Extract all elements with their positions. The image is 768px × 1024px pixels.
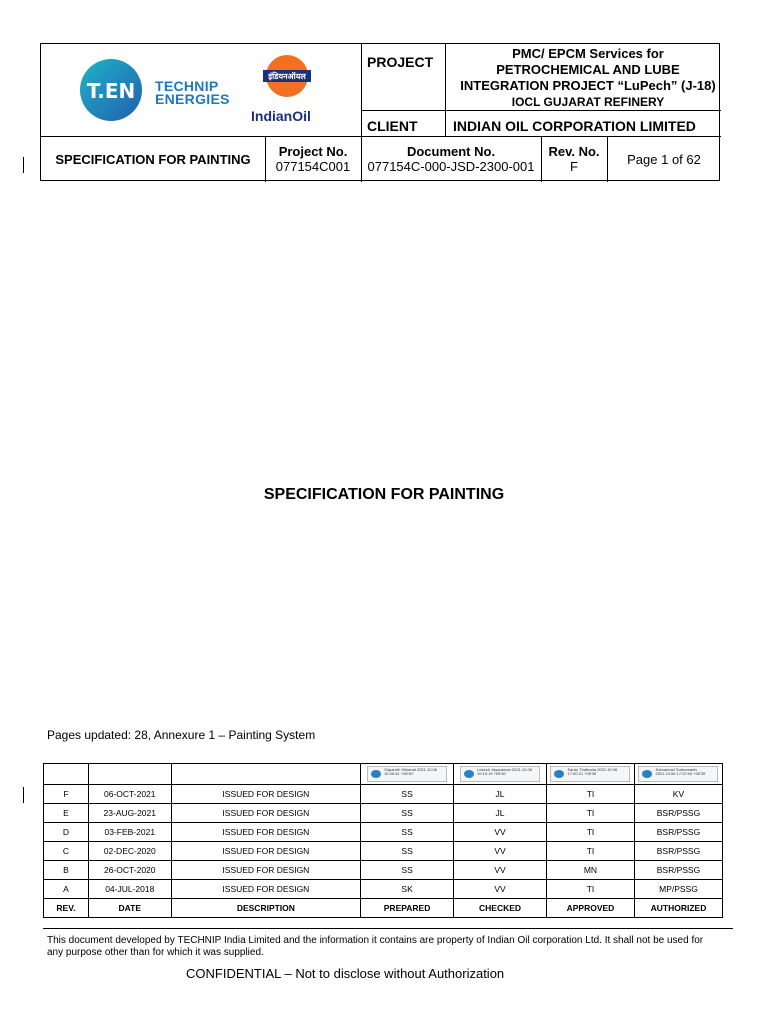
footer-divider: [43, 928, 733, 929]
document-no-label: Document No.: [406, 144, 496, 159]
page-info-cell: [607, 136, 721, 182]
text-cursor: [23, 787, 24, 803]
approved-cell: TI: [546, 842, 634, 861]
approved-cell: TI: [546, 823, 634, 842]
authorized-cell: BSR/PSSG: [634, 804, 722, 823]
prepared-cell: SS: [361, 842, 454, 861]
prepared-cell: SS: [361, 861, 454, 880]
digital-signature: Sriparnth Srikanal 2021.10.06 10:06:51 +05'30': [367, 766, 447, 782]
description-cell: ISSUED FOR DESIGN: [171, 842, 360, 861]
project-no-label: Project No.: [278, 144, 348, 159]
column-header: PREPARED: [361, 899, 454, 918]
confidential-notice: CONFIDENTIAL – Not to disclose without Authorization: [186, 966, 505, 981]
date-cell: 03-FEB-2021: [88, 823, 171, 842]
authorized-cell: BSR/PSSG: [634, 861, 722, 880]
description-cell: ISSUED FOR DESIGN: [171, 880, 360, 899]
rev-no-value: F: [570, 159, 578, 174]
signature-cell: [454, 764, 547, 785]
table-row: [44, 804, 723, 823]
technip-energies-wordmark: [155, 80, 230, 106]
client-name: INDIAN OIL CORPORATION LIMITED: [453, 118, 696, 134]
logos-area: [41, 44, 361, 136]
table-header-row: [44, 899, 723, 918]
page-info: Page 1 of 62: [627, 151, 701, 167]
date-cell: 04-JUL-2018: [88, 880, 171, 899]
date-cell: 23-AUG-2021: [88, 804, 171, 823]
approved-cell: TI: [546, 880, 634, 899]
digital-signature: Lokesh Jayaraman 2021.10.06 10:19:19 +05'30': [460, 766, 540, 782]
indianoil-hindi-text: इंडियनऑयल: [268, 72, 306, 81]
document-no-cell: [361, 136, 541, 182]
document-title: SPECIFICATION FOR PAINTING: [263, 486, 505, 503]
pages-updated-note: Pages updated: 28, Annexure 1 – Painting System: [47, 728, 316, 742]
checked-cell: JL: [454, 804, 547, 823]
checked-cell: VV: [454, 823, 547, 842]
digital-signature: Subramani Subramaniv 2021.10.06 17:22:00 +05'30': [638, 766, 718, 782]
description-cell: ISSUED FOR DESIGN: [171, 785, 360, 804]
authorized-cell: MP/PSSG: [634, 880, 722, 899]
approved-cell: TI: [546, 804, 634, 823]
signature-cell: [361, 764, 454, 785]
rev-cell: C: [44, 842, 89, 861]
project-title-line: IOCL GUJARAT REFINERY: [511, 95, 665, 109]
column-header: DESCRIPTION: [171, 899, 360, 918]
wordmark-line: ENERGIES: [155, 91, 230, 107]
prepared-cell: SS: [361, 785, 454, 804]
divider: [361, 110, 721, 111]
checked-cell: VV: [454, 861, 547, 880]
table-row: [44, 880, 723, 899]
table-row: [44, 823, 723, 842]
project-title-line: PETROCHEMICAL AND LUBE: [496, 62, 680, 77]
prepared-cell: SS: [361, 823, 454, 842]
signature-cell: [546, 764, 634, 785]
document-header: [40, 43, 720, 181]
description-cell: ISSUED FOR DESIGN: [171, 861, 360, 880]
table-cell: [88, 764, 171, 785]
signature-row: [44, 764, 723, 785]
digital-signature: Saran Thathada 2021.10.06 17:00:21 +05'30': [550, 766, 630, 782]
project-title-line: INTEGRATION PROJECT “LuPech” (J-18): [460, 78, 716, 93]
revision-table: [43, 763, 723, 918]
checked-cell: VV: [454, 880, 547, 899]
table-row: [44, 861, 723, 880]
project-no-cell: [265, 136, 361, 182]
indianoil-wordmark: IndianOil: [251, 108, 311, 124]
date-cell: 02-DEC-2020: [88, 842, 171, 861]
date-cell: 06-OCT-2021: [88, 785, 171, 804]
column-header: CHECKED: [454, 899, 547, 918]
rev-cell: D: [44, 823, 89, 842]
checked-cell: JL: [454, 785, 547, 804]
project-title-line: PMC/ EPCM Services for: [512, 46, 664, 61]
rev-cell: E: [44, 804, 89, 823]
text-cursor: [23, 157, 24, 173]
date-cell: 26-OCT-2020: [88, 861, 171, 880]
logo-mark-text: T.EN: [86, 79, 136, 103]
document-no-value: 077154C-000-JSD-2300-001: [367, 159, 535, 174]
description-cell: ISSUED FOR DESIGN: [171, 823, 360, 842]
approved-cell: TI: [546, 785, 634, 804]
divider: [445, 44, 446, 136]
authorized-cell: BSR/PSSG: [634, 823, 722, 842]
column-header: APPROVED: [546, 899, 634, 918]
column-header: REV.: [44, 899, 89, 918]
table-row: [44, 785, 723, 804]
doc-title-header: SPECIFICATION FOR PAINTING: [55, 151, 251, 167]
client-label: CLIENT: [367, 118, 418, 134]
rev-no-label: Rev. No.: [548, 144, 600, 159]
signature-cell: [634, 764, 722, 785]
authorized-cell: KV: [634, 785, 722, 804]
technip-energies-logo: [69, 58, 153, 122]
authorized-cell: BSR/PSSG: [634, 842, 722, 861]
project-label: PROJECT: [367, 54, 434, 70]
table-row: [44, 842, 723, 861]
checked-cell: VV: [454, 842, 547, 861]
rev-cell: F: [44, 785, 89, 804]
rev-cell: B: [44, 861, 89, 880]
approved-cell: MN: [546, 861, 634, 880]
table-cell: [171, 764, 360, 785]
ownership-note: This document developed by TECHNIP India Limited and the information it contains are property of Indian Oil corporation Ltd. It shall not be used for any purpose other than for which it was supplied.: [47, 935, 704, 958]
table-cell: [44, 764, 89, 785]
column-header: DATE: [88, 899, 171, 918]
description-cell: ISSUED FOR DESIGN: [171, 804, 360, 823]
rev-no-cell: [541, 136, 607, 182]
wordmark-line: TECHNIP: [155, 78, 219, 94]
prepared-cell: SS: [361, 804, 454, 823]
column-header: AUTHORIZED: [634, 899, 722, 918]
prepared-cell: SK: [361, 880, 454, 899]
project-no-value: 077154C001: [275, 159, 351, 174]
rev-cell: A: [44, 880, 89, 899]
project-title: [455, 46, 721, 110]
